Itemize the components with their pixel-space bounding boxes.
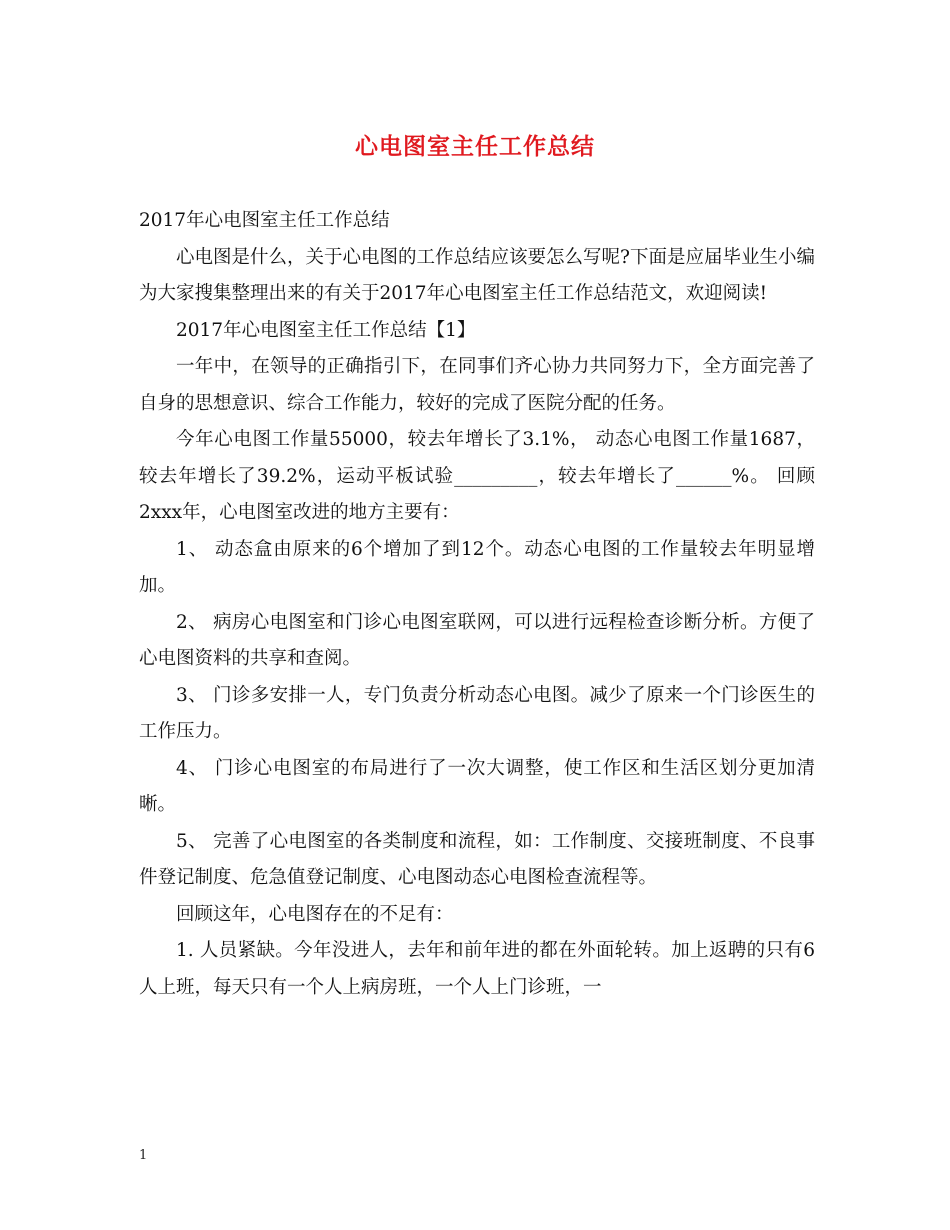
list-item-improvement-2: 2、 病房心电图室和门诊心电图室联网，可以进行远程检查诊断分析。方便了心电图资料的共享和查阅。 [139, 611, 815, 669]
paragraph-shortcomings-heading: 回顾这年，心电图存在的不足有： [176, 903, 454, 925]
document-body [139, 203, 815, 1006]
document-title: 心电图室主任工作总结 [355, 133, 595, 160]
paragraph-workload: 今年心电图工作量55000，较去年增长了3.1%， 动态心电图工作量1687，较去年增长了39.2%，运动平板试验_________，较去年增长了______%。 回顾2xxx年，心电图室改进的地方主要有： [139, 429, 815, 523]
paragraph-summary: 一年中，在领导的正确指引下，在同事们齐心协力共同努力下，全方面完善了自身的思想意识、综合工作能力，较好的完成了医院分配的任务。 [139, 356, 815, 414]
list-item-improvement-5: 5、 完善了心电图室的各类制度和流程，如：工作制度、交接班制度、不良事件登记制度、危急值登记制度、心电图动态心电图检查流程等。 [139, 830, 815, 888]
section-heading: 2017年心电图室主任工作总结【1】 [176, 319, 476, 341]
list-item-shortcoming-1: 1. 人员紧缺。今年没进人，去年和前年进的都在外面轮转。加上返聘的只有6人上班，每天只有一个人上病房班，一个人上门诊班，一 [139, 940, 815, 998]
document-subtitle: 2017年心电图室主任工作总结 [139, 210, 390, 231]
list-item-improvement-1: 1、 动态盒由原来的6个增加了到12个。动态心电图的工作量较去年明显增加。 [139, 538, 815, 596]
paragraph-intro: 心电图是什么，关于心电图的工作总结应该要怎么写呢?下面是应届毕业生小编为大家搜集整理出来的有关于2017年心电图室主任工作总结范文，欢迎阅读! [139, 246, 815, 304]
list-item-improvement-3: 3、 门诊多安排一人，专门负责分析动态心电图。减少了原来一个门诊医生的工作压力。 [139, 684, 815, 742]
list-item-improvement-4: 4、 门诊心电图室的布局进行了一次大调整，使工作区和生活区划分更加清晰。 [139, 757, 815, 815]
page-number: 1 [139, 1148, 148, 1163]
